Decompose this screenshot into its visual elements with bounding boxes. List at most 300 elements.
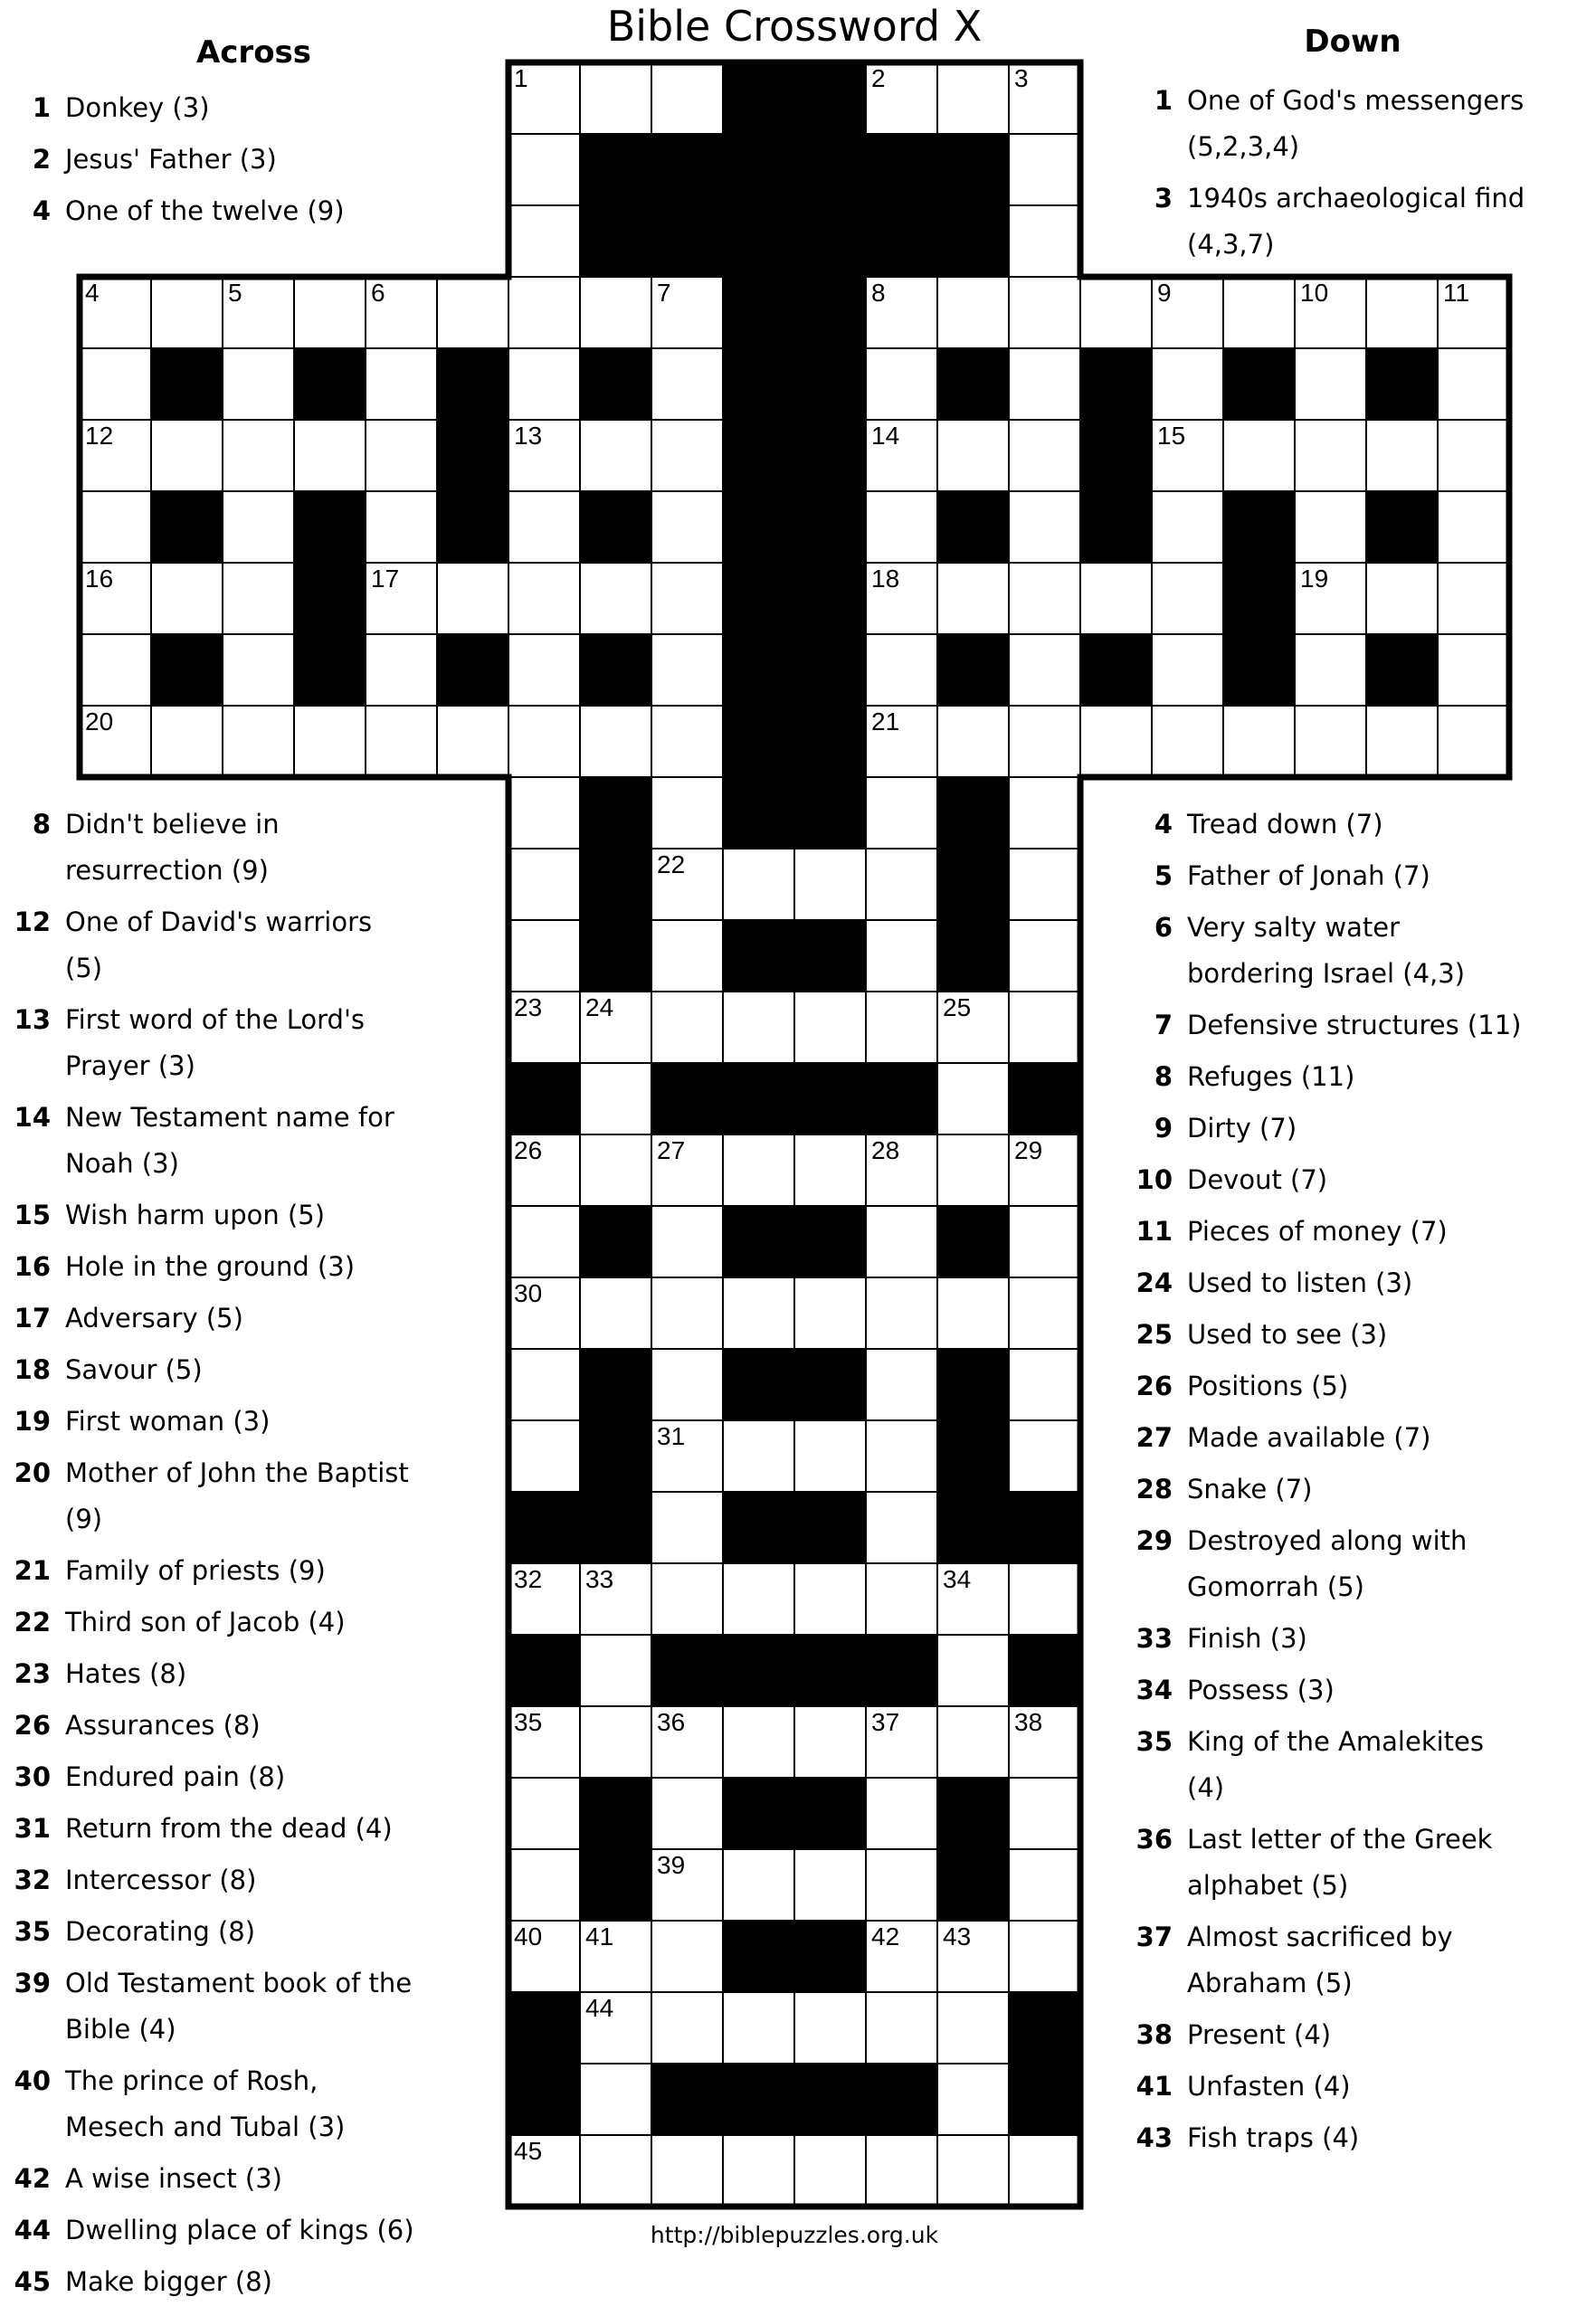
grid-cell[interactable] bbox=[651, 1349, 723, 1420]
grid-cell[interactable] bbox=[366, 420, 437, 491]
grid-cell[interactable] bbox=[723, 992, 794, 1063]
grid-cell[interactable] bbox=[651, 1492, 723, 1563]
clue-number: 11 bbox=[1135, 1216, 1173, 1247]
grid-cell[interactable] bbox=[1080, 706, 1152, 777]
grid-cell[interactable] bbox=[723, 1420, 794, 1492]
grid-cell[interactable] bbox=[508, 1563, 580, 1635]
grid-cell-black bbox=[723, 2064, 794, 2135]
grid-cell[interactable] bbox=[580, 1921, 651, 1992]
grid-cell[interactable] bbox=[1295, 491, 1366, 563]
clue-text: Didn't believe in resurrection (9) bbox=[65, 809, 280, 886]
grid-cell[interactable] bbox=[80, 706, 151, 777]
grid-cell[interactable] bbox=[366, 706, 437, 777]
grid-cell[interactable] bbox=[1152, 634, 1223, 706]
grid-cell[interactable] bbox=[508, 1706, 580, 1778]
clue-number: 44 bbox=[14, 2215, 51, 2245]
grid-cell[interactable] bbox=[937, 1134, 1009, 1206]
clue-text: Possess (3) bbox=[1187, 1675, 1335, 1705]
grid-cell[interactable] bbox=[366, 634, 437, 706]
grid-cell-black bbox=[723, 1206, 794, 1277]
grid-cell[interactable] bbox=[1152, 420, 1223, 491]
grid-cell[interactable] bbox=[508, 1420, 580, 1492]
grid-cell[interactable] bbox=[1152, 277, 1223, 348]
grid-cell-number: 8 bbox=[871, 279, 886, 307]
grid-cell[interactable] bbox=[794, 2135, 866, 2207]
grid-cell[interactable] bbox=[723, 1706, 794, 1778]
grid-cell-number: 23 bbox=[514, 993, 543, 1021]
grid-cell[interactable] bbox=[651, 1706, 723, 1778]
grid-cell-black bbox=[723, 1063, 794, 1134]
grid-cell[interactable] bbox=[223, 706, 294, 777]
grid-cell[interactable] bbox=[80, 634, 151, 706]
grid-cell-black bbox=[1080, 348, 1152, 420]
grid-cell[interactable] bbox=[723, 1563, 794, 1635]
grid-cell[interactable] bbox=[1009, 1921, 1080, 1992]
grid-cell[interactable] bbox=[866, 348, 937, 420]
grid-cell-number: 41 bbox=[585, 1922, 614, 1951]
grid-cell-black bbox=[937, 1778, 1009, 1849]
grid-cell[interactable] bbox=[651, 1992, 723, 2064]
clue-text: Hole in the ground (3) bbox=[65, 1251, 356, 1282]
grid-cell[interactable] bbox=[508, 1778, 580, 1849]
grid-cell[interactable] bbox=[1009, 420, 1080, 491]
grid-cell[interactable] bbox=[651, 491, 723, 563]
grid-cell-black bbox=[437, 348, 508, 420]
grid-cell-black bbox=[651, 2064, 723, 2135]
grid-cell[interactable] bbox=[580, 563, 651, 634]
grid-cell[interactable] bbox=[723, 1992, 794, 2064]
grid-cell[interactable] bbox=[1295, 348, 1366, 420]
grid-cell[interactable] bbox=[1366, 420, 1438, 491]
clue-number: 25 bbox=[1135, 1319, 1173, 1350]
grid-cell-black bbox=[937, 1349, 1009, 1420]
grid-cell[interactable] bbox=[723, 1134, 794, 1206]
grid-cell[interactable] bbox=[937, 2135, 1009, 2207]
grid-cell[interactable] bbox=[1438, 348, 1509, 420]
grid-cell[interactable] bbox=[651, 1420, 723, 1492]
grid-cell[interactable] bbox=[651, 777, 723, 849]
grid-cell[interactable] bbox=[580, 2135, 651, 2207]
grid-cell[interactable] bbox=[80, 491, 151, 563]
grid-cell[interactable] bbox=[866, 491, 937, 563]
grid-cell[interactable] bbox=[1438, 634, 1509, 706]
grid-cell[interactable] bbox=[1152, 706, 1223, 777]
grid-cell-black bbox=[723, 1778, 794, 1849]
grid-cell[interactable] bbox=[508, 920, 580, 992]
grid-cell[interactable] bbox=[1009, 706, 1080, 777]
grid-cell-number: 13 bbox=[514, 422, 543, 450]
grid-cell-black bbox=[794, 1349, 866, 1420]
grid-cell[interactable] bbox=[1009, 491, 1080, 563]
grid-cell[interactable] bbox=[1009, 1277, 1080, 1349]
grid-cell[interactable] bbox=[723, 1277, 794, 1349]
grid-cell[interactable] bbox=[1009, 920, 1080, 992]
grid-cell[interactable] bbox=[866, 1492, 937, 1563]
grid-cell[interactable] bbox=[651, 920, 723, 992]
grid-cell[interactable] bbox=[866, 1849, 937, 1921]
grid-cell[interactable] bbox=[366, 563, 437, 634]
grid-cell-black bbox=[794, 348, 866, 420]
grid-cell[interactable] bbox=[1152, 563, 1223, 634]
grid-cell[interactable] bbox=[1223, 420, 1295, 491]
grid-cell-black bbox=[580, 1778, 651, 1849]
clue-number: 41 bbox=[1135, 2071, 1173, 2102]
grid-cell-black bbox=[937, 1849, 1009, 1921]
grid-cell[interactable] bbox=[651, 348, 723, 420]
grid-cell-number: 19 bbox=[1300, 565, 1329, 593]
grid-cell[interactable] bbox=[151, 706, 223, 777]
grid-cell[interactable] bbox=[866, 1134, 937, 1206]
grid-cell[interactable] bbox=[651, 1206, 723, 1277]
grid-cell[interactable] bbox=[294, 420, 366, 491]
grid-cell-number: 14 bbox=[871, 422, 900, 450]
grid-cell[interactable] bbox=[1009, 1849, 1080, 1921]
grid-cell-black bbox=[1366, 491, 1438, 563]
grid-cell[interactable] bbox=[1295, 634, 1366, 706]
grid-cell[interactable] bbox=[794, 1992, 866, 2064]
grid-cell[interactable] bbox=[508, 205, 580, 277]
grid-cell-black bbox=[1366, 634, 1438, 706]
grid-cell-black bbox=[866, 205, 937, 277]
grid-cell[interactable] bbox=[151, 420, 223, 491]
grid-cell[interactable] bbox=[508, 634, 580, 706]
grid-cell-black bbox=[794, 277, 866, 348]
grid-cell[interactable] bbox=[1295, 277, 1366, 348]
grid-cell[interactable] bbox=[937, 992, 1009, 1063]
grid-cell[interactable] bbox=[1009, 1778, 1080, 1849]
grid-cell[interactable] bbox=[1438, 420, 1509, 491]
grid-cell-black bbox=[723, 634, 794, 706]
grid-cell[interactable] bbox=[937, 420, 1009, 491]
grid-cell[interactable] bbox=[794, 1134, 866, 1206]
grid-cell-black bbox=[580, 1420, 651, 1492]
grid-cell[interactable] bbox=[580, 2064, 651, 2135]
grid-cell[interactable] bbox=[1295, 420, 1366, 491]
clue-text: Refuges (11) bbox=[1187, 1061, 1355, 1092]
grid-cell[interactable] bbox=[651, 1849, 723, 1921]
grid-cell-number: 30 bbox=[514, 1279, 543, 1307]
clue-number: 42 bbox=[14, 2163, 51, 2194]
grid-cell-black bbox=[1009, 1063, 1080, 1134]
grid-cell[interactable] bbox=[937, 1921, 1009, 1992]
grid-cell-black bbox=[723, 1921, 794, 1992]
grid-cell[interactable] bbox=[794, 1420, 866, 1492]
grid-cell[interactable] bbox=[937, 277, 1009, 348]
grid-cell[interactable] bbox=[1009, 277, 1080, 348]
grid-cell-black bbox=[580, 1206, 651, 1277]
grid-cell[interactable] bbox=[937, 1635, 1009, 1706]
grid-cell-black bbox=[723, 134, 794, 205]
grid-cell[interactable] bbox=[1152, 348, 1223, 420]
clue-number: 12 bbox=[14, 906, 51, 937]
grid-cell[interactable] bbox=[580, 1992, 651, 2064]
grid-cell[interactable] bbox=[223, 420, 294, 491]
grid-cell[interactable] bbox=[1366, 563, 1438, 634]
grid-cell[interactable] bbox=[866, 1921, 937, 1992]
grid-cell-number: 28 bbox=[871, 1136, 900, 1164]
grid-cell[interactable] bbox=[508, 491, 580, 563]
grid-cell[interactable] bbox=[1009, 205, 1080, 277]
grid-cell[interactable] bbox=[866, 1349, 937, 1420]
clue-text: Donkey (3) bbox=[65, 92, 210, 123]
grid-cell[interactable] bbox=[366, 348, 437, 420]
grid-cell[interactable] bbox=[508, 1849, 580, 1921]
grid-cell[interactable] bbox=[437, 563, 508, 634]
grid-cell[interactable] bbox=[866, 777, 937, 849]
grid-cell[interactable] bbox=[937, 1706, 1009, 1778]
grid-cell[interactable] bbox=[151, 563, 223, 634]
grid-cell[interactable] bbox=[651, 1277, 723, 1349]
grid-cell[interactable] bbox=[651, 1134, 723, 1206]
grid-cell-number: 18 bbox=[871, 565, 900, 593]
grid-cell[interactable] bbox=[866, 1992, 937, 2064]
grid-cell[interactable] bbox=[651, 420, 723, 491]
grid-cell[interactable] bbox=[580, 1563, 651, 1635]
grid-cell[interactable] bbox=[508, 348, 580, 420]
clue-number: 43 bbox=[1135, 2122, 1173, 2153]
grid-cell[interactable] bbox=[794, 1277, 866, 1349]
grid-cell[interactable] bbox=[223, 563, 294, 634]
grid-cell[interactable] bbox=[508, 1134, 580, 1206]
grid-cell[interactable] bbox=[866, 920, 937, 992]
grid-cell[interactable] bbox=[580, 1063, 651, 1134]
grid-cell-black bbox=[508, 1063, 580, 1134]
grid-cell[interactable] bbox=[794, 1563, 866, 1635]
grid-cell[interactable] bbox=[651, 1563, 723, 1635]
grid-cell[interactable] bbox=[866, 1563, 937, 1635]
clue-text: Savour (5) bbox=[65, 1354, 203, 1385]
grid-cell[interactable] bbox=[937, 2064, 1009, 2135]
grid-cell[interactable] bbox=[1009, 777, 1080, 849]
grid-cell[interactable] bbox=[794, 849, 866, 920]
grid-cell[interactable] bbox=[1009, 1706, 1080, 1778]
grid-cell[interactable] bbox=[508, 992, 580, 1063]
grid-cell[interactable] bbox=[1295, 563, 1366, 634]
grid-cell[interactable] bbox=[1438, 277, 1509, 348]
grid-cell[interactable] bbox=[1009, 348, 1080, 420]
grid-cell[interactable] bbox=[723, 849, 794, 920]
grid-cell[interactable] bbox=[1009, 1349, 1080, 1420]
clue-number: 37 bbox=[1135, 1922, 1173, 1952]
grid-cell[interactable] bbox=[866, 849, 937, 920]
grid-cell[interactable] bbox=[937, 563, 1009, 634]
grid-cell[interactable] bbox=[508, 134, 580, 205]
grid-cell-number: 2 bbox=[871, 64, 886, 92]
grid-cell[interactable] bbox=[651, 2135, 723, 2207]
grid-cell[interactable] bbox=[1223, 277, 1295, 348]
grid-cell-number: 38 bbox=[1014, 1708, 1043, 1736]
grid-cell[interactable] bbox=[651, 849, 723, 920]
grid-cell-black bbox=[723, 920, 794, 992]
grid-cell[interactable] bbox=[723, 2135, 794, 2207]
grid-cell-black bbox=[794, 491, 866, 563]
grid-cell[interactable] bbox=[651, 634, 723, 706]
grid-cell-black bbox=[937, 1420, 1009, 1492]
grid-cell-black bbox=[151, 634, 223, 706]
clue-text: Hates (8) bbox=[65, 1658, 187, 1689]
grid-cell[interactable] bbox=[651, 1921, 723, 1992]
grid-cell[interactable] bbox=[580, 1134, 651, 1206]
grid-cell[interactable] bbox=[508, 777, 580, 849]
grid-cell[interactable] bbox=[223, 348, 294, 420]
grid-cell[interactable] bbox=[508, 563, 580, 634]
grid-cell[interactable] bbox=[294, 706, 366, 777]
grid-cell[interactable] bbox=[866, 1706, 937, 1778]
grid-cell[interactable] bbox=[366, 277, 437, 348]
grid-cell[interactable] bbox=[937, 1277, 1009, 1349]
grid-cell[interactable] bbox=[437, 277, 508, 348]
grid-cell-black bbox=[580, 348, 651, 420]
grid-cell[interactable] bbox=[1295, 706, 1366, 777]
grid-cell[interactable] bbox=[866, 62, 937, 134]
grid-cell[interactable] bbox=[937, 706, 1009, 777]
clue-text: Dwelling place of kings (6) bbox=[65, 2215, 414, 2245]
grid-cell[interactable] bbox=[508, 62, 580, 134]
grid-cell[interactable] bbox=[937, 1992, 1009, 2064]
grid-cell[interactable] bbox=[1009, 1206, 1080, 1277]
grid-cell-black bbox=[1080, 634, 1152, 706]
grid-cell[interactable] bbox=[1009, 2135, 1080, 2207]
grid-cell[interactable] bbox=[223, 491, 294, 563]
grid-cell[interactable] bbox=[151, 277, 223, 348]
grid-cell[interactable] bbox=[1438, 563, 1509, 634]
grid-cell[interactable] bbox=[1009, 849, 1080, 920]
grid-cell-black bbox=[151, 491, 223, 563]
grid-cell[interactable] bbox=[1009, 1563, 1080, 1635]
clue-text: One of God's messengers (5,2,3,4) bbox=[1187, 85, 1525, 162]
clue-number: 33 bbox=[1135, 1623, 1173, 1654]
grid-cell[interactable] bbox=[508, 849, 580, 920]
grid-cell[interactable] bbox=[80, 348, 151, 420]
clue-number: 35 bbox=[1135, 1726, 1173, 1757]
grid-cell[interactable] bbox=[651, 706, 723, 777]
grid-cell[interactable] bbox=[651, 62, 723, 134]
grid-cell[interactable] bbox=[1080, 277, 1152, 348]
grid-cell[interactable] bbox=[1009, 563, 1080, 634]
grid-cell-black bbox=[866, 1635, 937, 1706]
grid-cell[interactable] bbox=[866, 563, 937, 634]
grid-cell[interactable] bbox=[80, 277, 151, 348]
grid-cell[interactable] bbox=[580, 1635, 651, 1706]
grid-cell[interactable] bbox=[508, 420, 580, 491]
grid-cell[interactable] bbox=[866, 992, 937, 1063]
clue-text: Return from the dead (4) bbox=[65, 1813, 393, 1844]
grid-cell[interactable] bbox=[1009, 1134, 1080, 1206]
clue-text: Destroyed along with Gomorrah (5) bbox=[1187, 1525, 1468, 1602]
grid-cell[interactable] bbox=[1366, 706, 1438, 777]
grid-cell[interactable] bbox=[508, 706, 580, 777]
grid-cell[interactable] bbox=[866, 1206, 937, 1277]
grid-cell[interactable] bbox=[866, 1778, 937, 1849]
clue-number: 7 bbox=[1154, 1010, 1173, 1040]
clue-text: One of the twelve (9) bbox=[65, 195, 345, 226]
clue-number: 29 bbox=[1135, 1525, 1173, 1556]
grid-cell[interactable] bbox=[866, 277, 937, 348]
grid-cell-number: 10 bbox=[1300, 279, 1329, 307]
grid-cell[interactable] bbox=[866, 420, 937, 491]
grid-cell[interactable] bbox=[1152, 491, 1223, 563]
grid-cell[interactable] bbox=[580, 1706, 651, 1778]
grid-cell[interactable] bbox=[651, 563, 723, 634]
grid-cell[interactable] bbox=[866, 634, 937, 706]
grid-cell[interactable] bbox=[223, 634, 294, 706]
grid-cell[interactable] bbox=[1009, 992, 1080, 1063]
grid-cell[interactable] bbox=[1223, 706, 1295, 777]
grid-cell[interactable] bbox=[80, 563, 151, 634]
grid-cell-black bbox=[794, 563, 866, 634]
grid-cell[interactable] bbox=[508, 1277, 580, 1349]
grid-cell-black bbox=[1009, 1492, 1080, 1563]
grid-cell[interactable] bbox=[651, 277, 723, 348]
grid-cell[interactable] bbox=[937, 1063, 1009, 1134]
grid-cell[interactable] bbox=[580, 62, 651, 134]
grid-cell[interactable] bbox=[723, 1849, 794, 1921]
grid-cell-number: 5 bbox=[228, 279, 242, 307]
grid-cell-black bbox=[794, 2064, 866, 2135]
grid-cell[interactable] bbox=[651, 1778, 723, 1849]
grid-cell-black bbox=[1080, 420, 1152, 491]
grid-cell[interactable] bbox=[580, 992, 651, 1063]
grid-cell[interactable] bbox=[580, 706, 651, 777]
grid-cell-black bbox=[1009, 1635, 1080, 1706]
grid-cell[interactable] bbox=[508, 1921, 580, 1992]
grid-cell[interactable] bbox=[366, 491, 437, 563]
clue-text: One of David's warriors (5) bbox=[65, 906, 373, 983]
grid-cell[interactable] bbox=[580, 420, 651, 491]
grid-cell[interactable] bbox=[866, 706, 937, 777]
grid-cell-black bbox=[794, 634, 866, 706]
grid-cell[interactable] bbox=[794, 1849, 866, 1921]
grid-cell[interactable] bbox=[794, 992, 866, 1063]
grid-cell-number: 26 bbox=[514, 1136, 543, 1164]
grid-cell[interactable] bbox=[580, 1277, 651, 1349]
clue-number: 31 bbox=[14, 1813, 51, 1844]
grid-cell[interactable] bbox=[794, 1706, 866, 1778]
grid-cell[interactable] bbox=[1438, 706, 1509, 777]
grid-cell-black bbox=[723, 706, 794, 777]
grid-cell[interactable] bbox=[937, 62, 1009, 134]
grid-cell[interactable] bbox=[866, 2135, 937, 2207]
grid-cell[interactable] bbox=[866, 1277, 937, 1349]
grid-cell[interactable] bbox=[866, 1420, 937, 1492]
grid-cell[interactable] bbox=[1438, 491, 1509, 563]
grid-cell[interactable] bbox=[508, 1206, 580, 1277]
grid-cell-black bbox=[723, 777, 794, 849]
clue-text: First word of the Lord's Prayer (3) bbox=[65, 1004, 366, 1081]
grid-cell[interactable] bbox=[937, 1563, 1009, 1635]
grid-cell[interactable] bbox=[580, 277, 651, 348]
grid-cell[interactable] bbox=[1080, 563, 1152, 634]
grid-cell[interactable] bbox=[1009, 1420, 1080, 1492]
grid-cell[interactable] bbox=[80, 420, 151, 491]
grid-cell[interactable] bbox=[508, 277, 580, 348]
grid-cell-black bbox=[1009, 2064, 1080, 2135]
clue-number: 45 bbox=[14, 2266, 51, 2297]
clue-text: Father of Jonah (7) bbox=[1187, 860, 1430, 891]
grid-cell[interactable] bbox=[1009, 134, 1080, 205]
grid-cell[interactable] bbox=[1009, 634, 1080, 706]
grid-cell[interactable] bbox=[223, 277, 294, 348]
grid-cell[interactable] bbox=[1009, 62, 1080, 134]
grid-cell[interactable] bbox=[437, 706, 508, 777]
grid-cell[interactable] bbox=[294, 277, 366, 348]
grid-cell[interactable] bbox=[508, 2135, 580, 2207]
grid-cell[interactable] bbox=[508, 1349, 580, 1420]
grid-cell[interactable] bbox=[651, 992, 723, 1063]
grid-cell-black bbox=[794, 777, 866, 849]
clue-number: 6 bbox=[1154, 912, 1173, 943]
grid-cell[interactable] bbox=[1366, 277, 1438, 348]
